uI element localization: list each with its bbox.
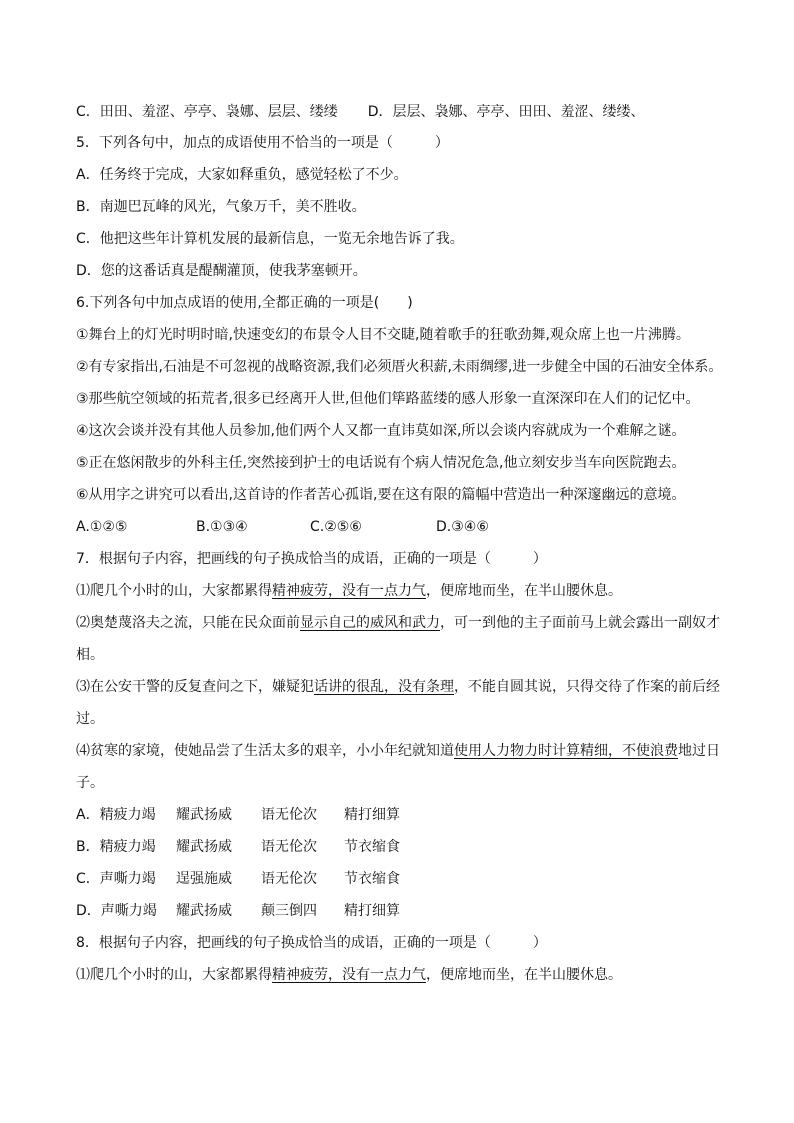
q7-option-d-w2: 耀武扬威 <box>176 903 232 919</box>
q8-s1-underlined: 精神疲劳，没有一点力气 <box>272 967 426 983</box>
q6-option-a: A.①②⑤ <box>76 519 128 535</box>
q7-sentence-2-cont: 相。 <box>76 647 104 663</box>
q6-sentence-5: ⑤正在悠闲散步的外科主任,突然接到护士的电话说有个病人情况危急,他立刻安步当车向医院跑去。 <box>76 455 686 471</box>
q7-option-a-w2: 耀武扬威 <box>176 807 232 823</box>
q7-sentence-3-cont: 过。 <box>76 711 104 727</box>
q7-s2-pre: ⑵奥楚蔑洛夫之流，只能在民众面前 <box>76 615 300 631</box>
q7-s4-post: 地过日 <box>678 743 720 759</box>
q7-option-b-w2: 耀武扬威 <box>176 839 232 855</box>
q7-option-d-w3: 颠三倒四 <box>261 903 317 919</box>
q6-sentence-2: ②有专家指出,石油是不可忽视的战略资源,我们必须厝火积薪,未雨绸缪,进一步健全中国的石油安全体系。 <box>76 359 723 375</box>
q7-option-b-w3: 语无伦次 <box>261 839 317 855</box>
q5-option-d: D．您的这番话真是醍醐灌顶，使我茅塞顿开。 <box>76 263 367 279</box>
q7-option-c-w2: 逞强施威 <box>176 871 232 887</box>
q5-option-a: A．任务终于完成，大家如释重负，感觉轻松了不少。 <box>76 167 408 183</box>
q7-sentence-2 <box>76 614 720 632</box>
q8-s1-pre: ⑴爬几个小时的山，大家都累得 <box>76 967 272 983</box>
q5-option-c: C．他把这些年计算机发展的最新信息，一览无余地告诉了我。 <box>76 231 464 247</box>
q6-sentence-3: ③那些航空领域的拓荒者,很多已经离开人世,但他们筚路蓝缕的感人形象一直深深印在人们的记忆中。 <box>76 391 700 407</box>
q7-option-a-w1: A．精疲力竭 <box>76 807 156 823</box>
q8-sentence-1 <box>76 966 622 984</box>
q7-sentence-4-cont: 子。 <box>76 775 104 791</box>
q6-option-c: C.②⑤⑥ <box>310 519 362 535</box>
q7-stem: 7．根据句子内容，把画线的句子换成恰当的成语，正确的一项是（ ） <box>76 551 547 567</box>
q4-option-c: C．田田、羞涩、亭亭、袅娜、层层、缕缕 <box>76 104 338 120</box>
q6-sentence-4: ④这次会谈并没有其他人员参加,他们两个人又都一直讳莫如深,所以会谈内容就成为一个难解之谜。 <box>76 423 686 439</box>
q7-sentence-3 <box>76 678 720 696</box>
q7-option-d-w1: D．声嘶力竭 <box>76 903 157 919</box>
q7-sentence-4 <box>76 742 720 760</box>
q7-s4-underlined: 使用人力物力时计算精细，不使浪费 <box>454 743 678 759</box>
q5-stem: 5．下列各句中，加点的成语使用不恰当的一项是（ ） <box>76 135 449 151</box>
q7-s4-pre: ⑷贫寒的家境，使她品尝了生活太多的艰辛，小小年纪就知道 <box>76 743 454 759</box>
q7-s1-post: ，便席地而坐，在半山腰休息。 <box>426 583 622 599</box>
q7-s2-post: ，可一到他的主子面前马上就会露出一副奴才 <box>440 615 720 631</box>
q7-s2-underlined: 显示自己的威风和武力 <box>300 615 440 631</box>
q6-stem: 6.下列各句中加点成语的使用,全都正确的一项是( ) <box>76 295 413 311</box>
q7-option-a-w3: 语无伦次 <box>261 807 317 823</box>
q7-option-b-w1: B．精疲力竭 <box>76 839 156 855</box>
q7-s3-underlined: 话讲的很乱，没有条理 <box>314 679 454 695</box>
q7-sentence-1 <box>76 582 622 600</box>
q7-s3-pre: ⑶在公安干警的反复查问之下，嫌疑犯 <box>76 679 314 695</box>
q7-s1-underlined: 精神疲劳，没有一点力气 <box>272 583 426 599</box>
q6-option-b: B.①③④ <box>196 519 248 535</box>
q7-s3-post: ，不能自圆其说，只得交待了作案的前后经 <box>454 679 720 695</box>
q7-option-c-w1: C．声嘶力竭 <box>76 871 156 887</box>
q6-option-d: D.③④⑥ <box>436 519 489 535</box>
q7-option-c-w4: 节衣缩食 <box>344 871 400 887</box>
q7-option-b-w4: 节衣缩食 <box>344 839 400 855</box>
q7-option-d-w4: 精打细算 <box>344 903 400 919</box>
q8-s1-post: ，便席地而坐，在半山腰休息。 <box>426 967 622 983</box>
q5-option-b: B．南迦巴瓦峰的风光，气象万千，美不胜收。 <box>76 199 366 215</box>
q6-sentence-6: ⑥从用字之讲究可以看出,这首诗的作者苦心孤诣,要在这有限的篇幅中营造出一种深邃幽远的意境。 <box>76 487 686 503</box>
q4-option-d: D．层层、袅娜、亭亭、田田、羞涩、缕缕、 <box>367 104 645 120</box>
q7-option-c-w3: 语无伦次 <box>261 871 317 887</box>
q7-option-a-w4: 精打细算 <box>344 807 400 823</box>
q8-stem: 8．根据句子内容，把画线的句子换成恰当的成语，正确的一项是（ ） <box>76 935 547 951</box>
q7-s1-pre: ⑴爬几个小时的山，大家都累得 <box>76 583 272 599</box>
q4-options <box>76 103 645 121</box>
q6-sentence-1: ①舞台上的灯光时明时暗,快速变幻的布景令人目不交睫,随着歌手的狂歌劲舞,观众席上也一片沸腾。 <box>76 327 690 343</box>
